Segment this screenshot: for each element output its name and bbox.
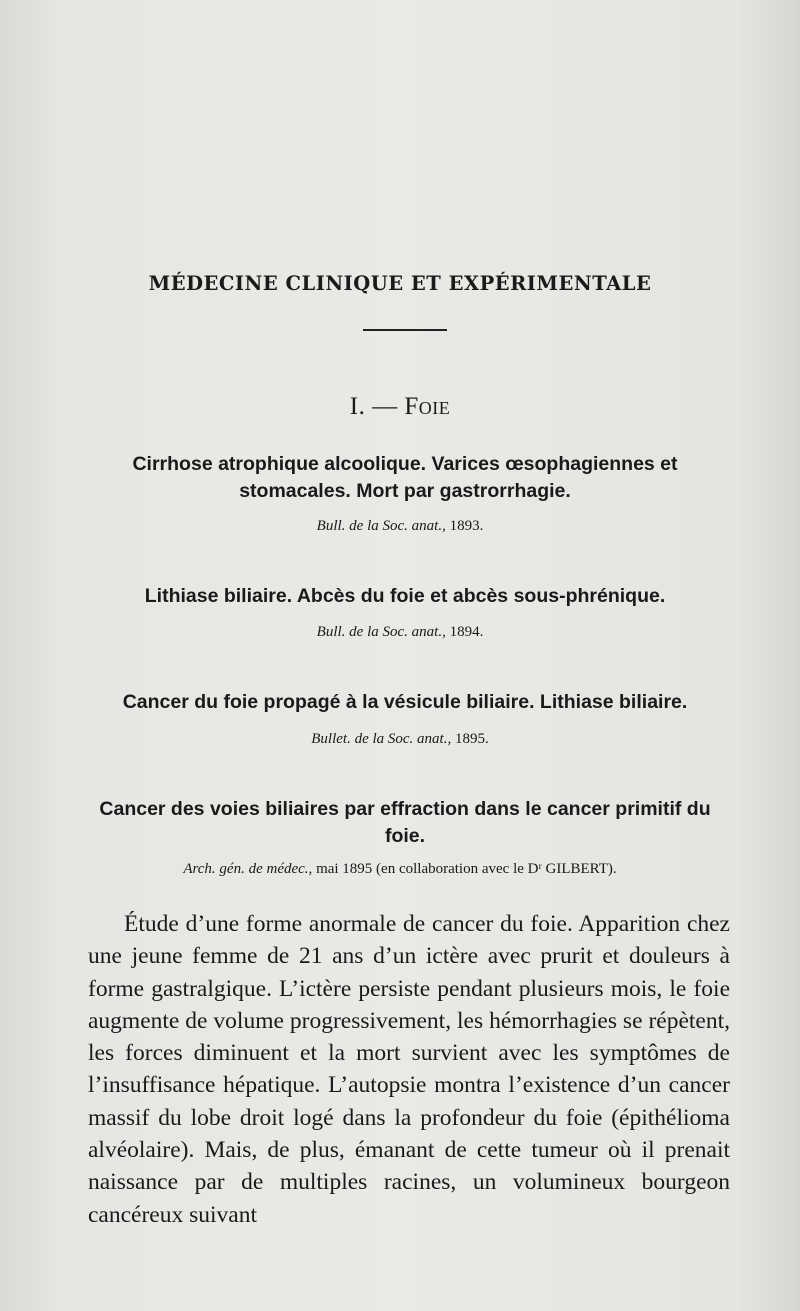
entry-citation bbox=[0, 518, 800, 535]
body-paragraph: Étude d’une forme anormale de cancer du foie. Apparition chez une jeune femme de 21 ans d’un ictère avec prurit et douleurs à forme gastralgique. L’ictère persiste pendant plusieurs mois, le foie augmente de volume progressivement, les hémorrhagies se répètent, les forces diminuent et la mort survient avec les symptômes de l’insuffisance hépatique. L’autopsie montra l’existence d’un cancer massif du lobe droit logé dans la profondeur du foie (épithélioma alvéolaire). Mais, de plus, émanant de cette tumeur où il prenait naissance par de multiples racines, un volumineux bourgeon cancéreux suivant bbox=[88, 911, 730, 1228]
citation-year: mai 1895 (en collaboration avec le Dʳ GILBERT). bbox=[312, 861, 617, 877]
citation-journal: Bullet. de la Soc. anat., bbox=[311, 731, 452, 747]
citation-journal: Bull. de la Soc. anat., bbox=[316, 624, 446, 640]
citation-year: 1893. bbox=[445, 518, 484, 534]
section-title: MÉDECINE CLINIQUE ET EXPÉRIMENTALE bbox=[148, 272, 652, 295]
citation-year: 1894. bbox=[445, 624, 484, 640]
subsection-name: Foie bbox=[404, 393, 451, 420]
subsection-heading bbox=[0, 393, 800, 421]
citation-journal: Arch. gén. de médec., bbox=[183, 861, 313, 877]
entry-title: Cancer du foie propagé à la vésicule biliaire. Lithiase biliaire. bbox=[122, 691, 688, 713]
entry-title: Lithiase biliaire. Abcès du foie et abcès sous-phrénique. bbox=[144, 585, 666, 607]
title-rule bbox=[363, 329, 447, 331]
entry-citation bbox=[0, 731, 800, 748]
entry-citation bbox=[0, 624, 800, 641]
entry-citation bbox=[0, 861, 800, 878]
entry-title: Cirrhose atrophique alcoolique. Varices œsophagiennes et stomacales. Mort par gastrorrhagie. bbox=[132, 453, 678, 502]
citation-year: 1895. bbox=[451, 731, 489, 747]
subsection-number: I. — bbox=[349, 393, 398, 420]
citation-journal: Bull. de la Soc. anat., bbox=[316, 518, 446, 534]
entry-title: Cancer des voies biliaires par effraction dans le cancer primitif du foie. bbox=[99, 798, 711, 847]
